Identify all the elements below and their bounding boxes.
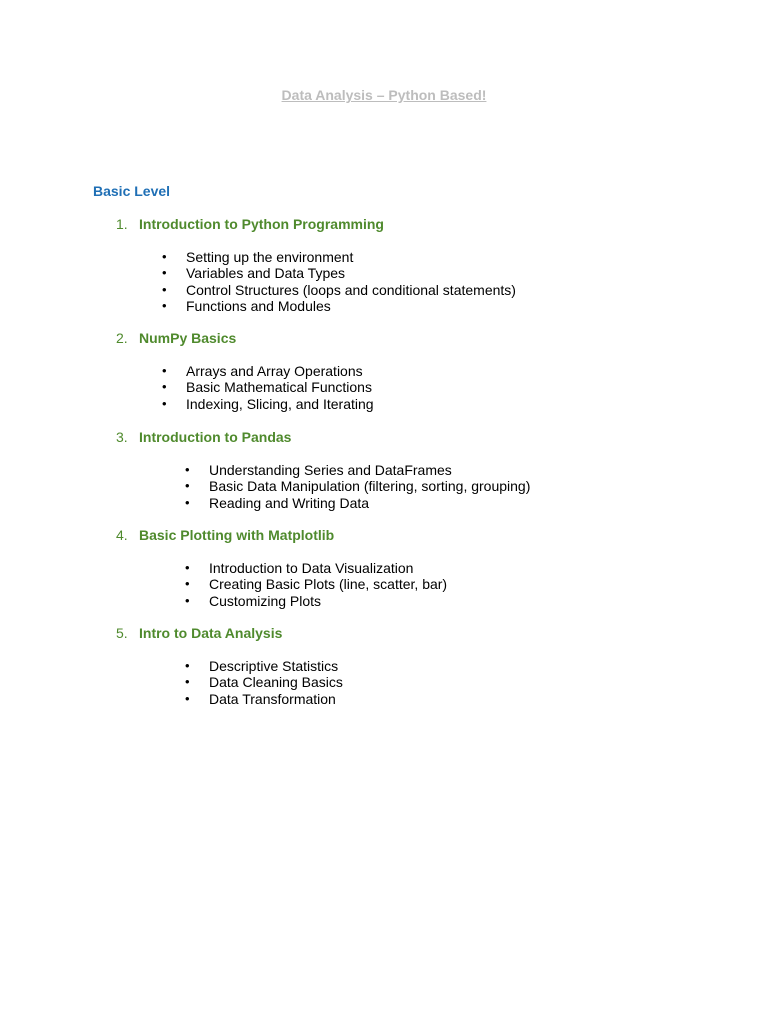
bullet-icon: • xyxy=(162,265,167,281)
list-item xyxy=(0,379,768,395)
section-number: 5. xyxy=(116,625,128,641)
section-number: 3. xyxy=(116,429,128,445)
list-item xyxy=(0,674,768,690)
section-number: 2. xyxy=(116,330,128,346)
list-item xyxy=(0,658,768,674)
bullet-list xyxy=(0,658,768,707)
list-item-text: Introduction to Data Visualization xyxy=(209,560,414,576)
list-item-text: Functions and Modules xyxy=(186,297,331,314)
bullet-icon: • xyxy=(185,576,190,592)
bullet-icon: • xyxy=(162,395,167,411)
list-item-text: Data Cleaning Basics xyxy=(209,674,343,691)
level-heading: Basic Level xyxy=(93,183,171,199)
list-item-text: Customizing Plots xyxy=(209,592,322,609)
section-title: Introduction to Pandas xyxy=(139,429,292,445)
section-title: Intro to Data Analysis xyxy=(139,625,283,641)
list-item-text: Control Structures (loops and conditional statements) xyxy=(186,281,516,298)
list-item xyxy=(0,396,768,412)
bullet-icon: • xyxy=(185,560,190,575)
bullet-icon: • xyxy=(185,494,190,510)
list-item xyxy=(0,560,768,576)
list-item xyxy=(0,691,768,707)
bullet-list xyxy=(0,560,768,609)
bullet-icon: • xyxy=(185,658,190,673)
bullet-icon: • xyxy=(185,462,190,477)
bullet-icon: • xyxy=(185,690,190,706)
bullet-icon: • xyxy=(185,478,190,494)
list-item-text: Arrays and Array Operations xyxy=(186,363,363,379)
bullet-icon: • xyxy=(162,281,167,297)
section-number: 4. xyxy=(116,527,128,543)
list-item-text: Basic Mathematical Functions xyxy=(186,379,372,396)
section-title: Introduction to Python Programming xyxy=(139,216,384,232)
document-title: Data Analysis – Python Based! xyxy=(281,87,487,103)
bullet-list xyxy=(0,363,768,412)
list-item-text: Setting up the environment xyxy=(186,249,354,265)
bullet-icon: • xyxy=(162,379,167,395)
bullet-icon: • xyxy=(185,674,190,690)
list-item-text: Indexing, Slicing, and Iterating xyxy=(186,395,374,412)
list-item-text: Variables and Data Types xyxy=(186,265,346,282)
section-number: 1. xyxy=(116,216,128,232)
section-title: NumPy Basics xyxy=(139,330,237,346)
list-item-text: Basic Data Manipulation (filtering, sorting, grouping) xyxy=(209,478,531,495)
bullet-icon: • xyxy=(162,249,167,264)
list-item xyxy=(0,495,768,511)
list-item-text: Data Transformation xyxy=(209,690,336,707)
list-item xyxy=(0,265,768,281)
list-item xyxy=(0,576,768,592)
list-item xyxy=(0,478,768,494)
list-item xyxy=(0,462,768,478)
bullet-list xyxy=(0,249,768,314)
list-item-text: Reading and Writing Data xyxy=(209,494,370,511)
section-title: Basic Plotting with Matplotlib xyxy=(139,527,335,543)
list-item-text: Creating Basic Plots (line, scatter, bar) xyxy=(209,576,448,593)
bullet-list xyxy=(0,462,768,511)
list-item xyxy=(0,593,768,609)
list-item xyxy=(0,249,768,265)
bullet-icon: • xyxy=(162,363,167,378)
list-item-text: Understanding Series and DataFrames xyxy=(209,462,452,478)
bullet-icon: • xyxy=(162,297,167,313)
list-item xyxy=(0,282,768,298)
list-item xyxy=(0,363,768,379)
list-item xyxy=(0,298,768,314)
bullet-icon: • xyxy=(185,592,190,608)
list-item-text: Descriptive Statistics xyxy=(209,658,339,674)
